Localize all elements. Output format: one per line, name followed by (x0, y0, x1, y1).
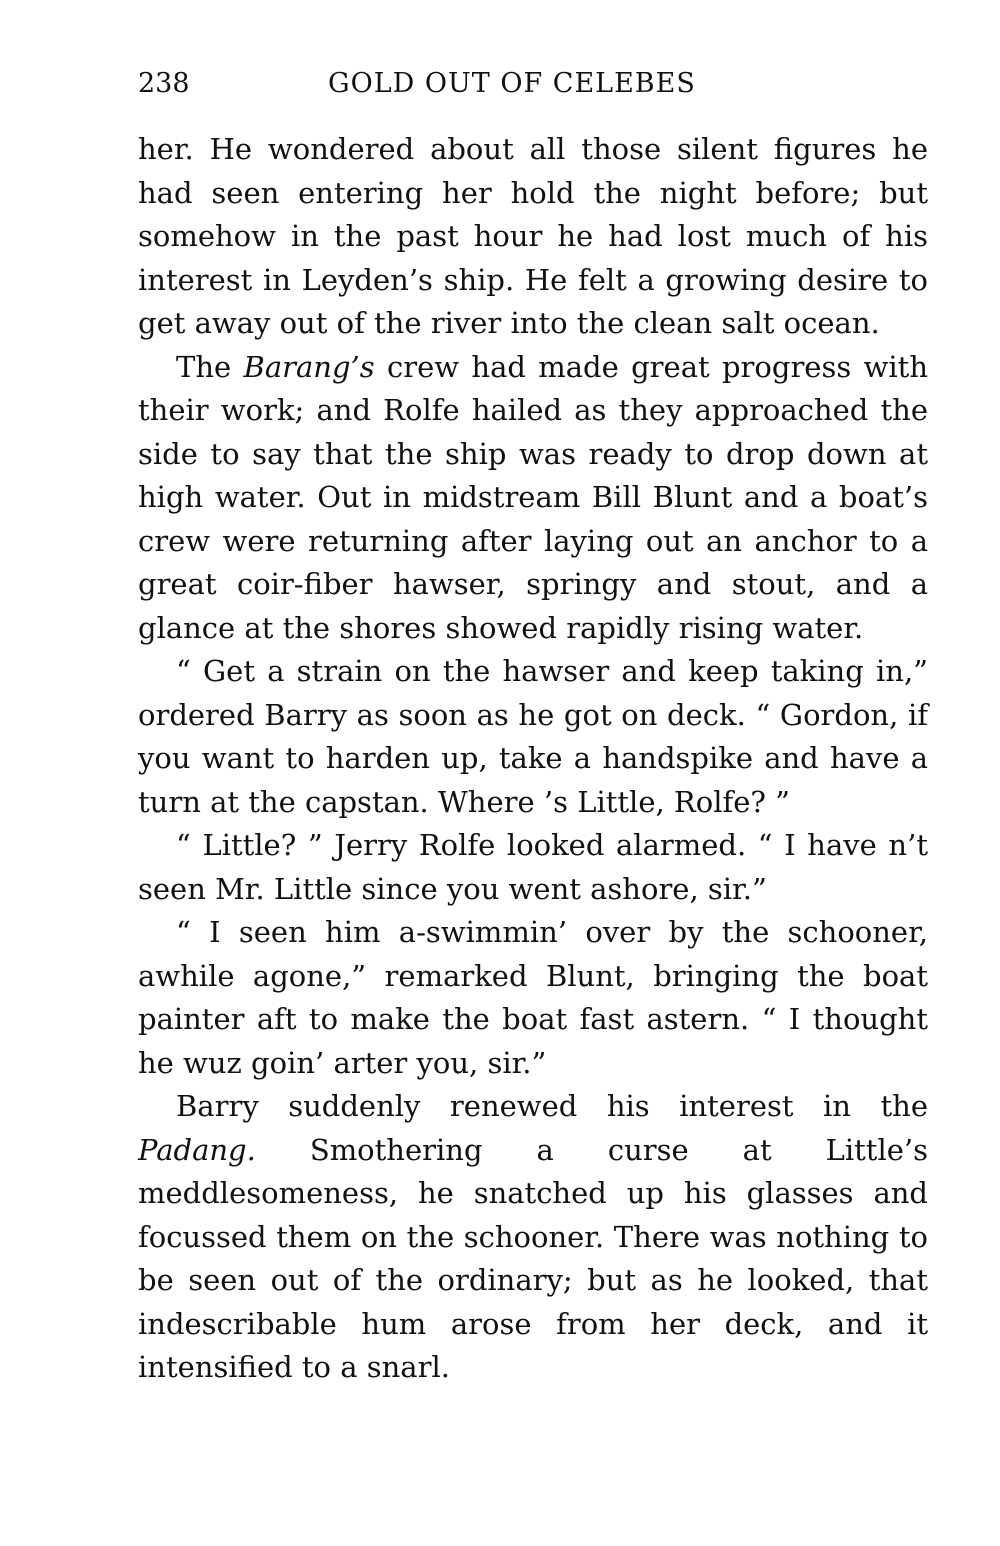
paragraph-text: crew had made great progress with their work; and Rolfe hailed as they approached the side to say that the ship was ready to drop down at high water. Out in midstream Bill Blunt and a boat’s crew were returning after laying out an anchor to a great coir-fiber hawser, springy and stout, and a glance at the shores showed rapidly rising water. (138, 349, 928, 645)
ship-name-padang: Padang. (138, 1132, 256, 1167)
paragraph: her. He wondered about all those silent figures he had seen entering her hold the night before; but somehow in the past hour he had lost much of his interest in Leyden’s ship. He felt a growing desire to get away out of the river into the clean salt ocean. (138, 132, 928, 340)
paragraph (138, 1085, 928, 1390)
running-head (138, 64, 928, 108)
paragraph-text: Barry suddenly renewed his interest in the (176, 1089, 928, 1123)
book-title: GOLD OUT OF CELEBES (328, 68, 696, 99)
paragraph-text: Smothering a curse at Little’s meddlesomeness, he snatched up his glasses and focussed them on the schooner. There was nothing to be seen out of the ordinary; but as he looked, that indescribable hum arose from her deck, and it intensified to a snarl. (138, 1132, 928, 1384)
paragraph: “ Little? ” Jerry Rolfe looked alarmed. “ I have n’t seen Mr. Little since you went ashore, sir.” (138, 828, 928, 906)
paragraph (138, 346, 928, 651)
body-text (138, 128, 928, 1390)
paragraph-text: The (176, 349, 244, 384)
book-page (138, 64, 928, 1390)
page-number: 238 (138, 68, 190, 99)
paragraph: “ I seen him a-swimmin’ over by the schooner, awhile agone,” remarked Blunt, bringing the boat painter aft to make the boat fast astern. “ I thought he wuz goin’ arter you, sir.” (138, 915, 928, 1080)
paragraph: “ Get a strain on the hawser and keep taking in,” ordered Barry as soon as he got on deck. “ Gordon, if you want to harden up, take a handspike and have a turn at the capstan. Where ’s Little, Rolfe? ” (138, 654, 928, 819)
ship-name-barang: Barang’s (243, 349, 375, 384)
